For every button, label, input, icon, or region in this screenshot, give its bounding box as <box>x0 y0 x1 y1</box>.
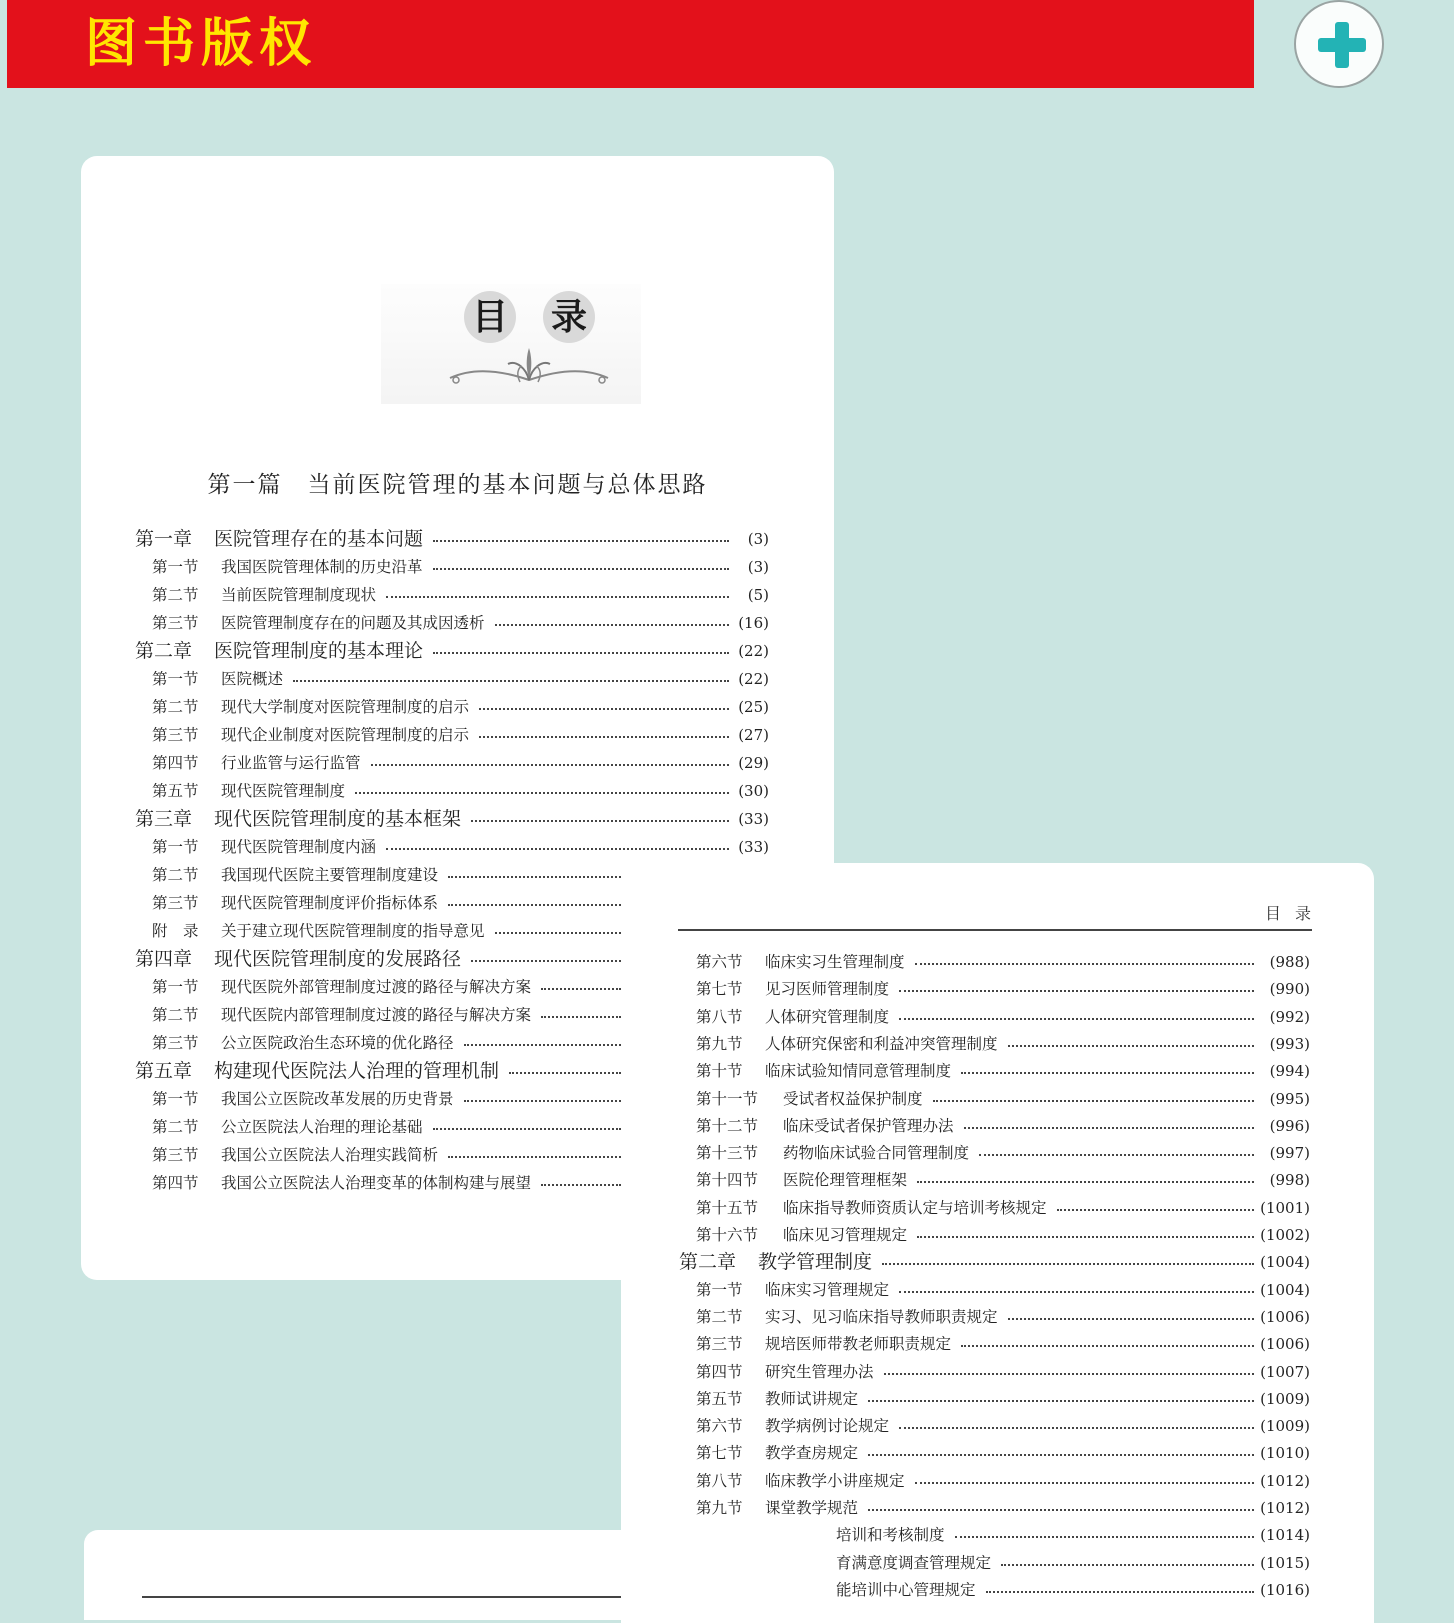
head-rule <box>678 929 1312 931</box>
toc-row-page: (988) <box>1269 953 1310 971</box>
toc-row-title: 临床受试者保护管理办法 <box>783 1116 954 1135</box>
toc-row-title: 临床实习管理规定 <box>765 1280 890 1299</box>
toc-row-title: 医院概述 <box>221 670 284 688</box>
toc-section-row <box>696 1522 1310 1548</box>
leader-dots <box>495 624 729 626</box>
toc-chapter-row <box>679 1249 1310 1275</box>
toc-section-row <box>696 1550 1310 1576</box>
toc-row-label: 第五节 <box>696 1389 743 1408</box>
ornament-icon <box>446 342 612 392</box>
toc-section-row <box>696 1277 1310 1303</box>
leader-dots <box>479 736 729 738</box>
toc-row-title: 现代医院管理制度 <box>221 782 346 800</box>
toc-heading-char: 目 <box>464 291 516 343</box>
leader-dots <box>899 1427 1254 1429</box>
toc-row-label: 第三节 <box>152 1146 199 1164</box>
toc-row-label: 第十四节 <box>696 1171 759 1190</box>
toc-row-page: (5) <box>747 586 769 604</box>
leader-dots <box>961 1345 1254 1347</box>
toc-row-title: 临床试验知情同意管理制度 <box>765 1062 952 1081</box>
leader-dots <box>433 540 729 542</box>
leader-dots <box>979 1154 1254 1156</box>
toc-row-page: (994) <box>1269 1062 1310 1081</box>
toc-row-label: 第二节 <box>152 1006 199 1024</box>
toc-row-page: (998) <box>1269 1171 1310 1190</box>
leader-dots <box>355 792 729 794</box>
leader-dots <box>933 1100 1254 1102</box>
toc-row-title: 现代医院管理制度的基本框架 <box>214 808 462 830</box>
toc-row-page: (1009) <box>1260 1417 1310 1436</box>
toc-row-label: 第四节 <box>152 1174 199 1192</box>
toc-row-title: 能培训中心管理规定 <box>836 1580 976 1599</box>
toc-section-row <box>696 1304 1310 1330</box>
toc-row-label: 第二节 <box>152 1118 199 1136</box>
toc-row-label: 第十五节 <box>696 1198 759 1217</box>
toc-row-label: 第三章 <box>135 808 193 830</box>
leader-dots <box>917 1181 1254 1183</box>
toc-row-page: (33) <box>738 838 769 856</box>
banner-title: 图书版权 <box>85 14 318 74</box>
toc-row-title: 医院管理存在的基本问题 <box>214 528 424 550</box>
toc-row-page: (1002) <box>1260 1226 1310 1244</box>
toc-page-2 <box>621 863 1374 1623</box>
toc-row-title: 课堂教学规范 <box>765 1499 859 1517</box>
toc-chapter-row <box>135 638 769 664</box>
toc-row-label: 第十节 <box>696 1062 743 1081</box>
toc-row-label: 第一节 <box>152 1090 199 1108</box>
leader-dots <box>986 1591 1254 1593</box>
toc-row-label: 第二节 <box>152 586 199 604</box>
toc-row-title: 公立医院法人治理的理论基础 <box>221 1118 423 1136</box>
toc-row-title: 我国现代医院主要管理制度建设 <box>221 866 439 884</box>
running-head: 目录 <box>1265 904 1326 923</box>
toc-row-title: 公立医院政治生态环境的优化路径 <box>221 1034 454 1052</box>
toc-section-row <box>696 1468 1310 1494</box>
leader-dots <box>495 932 621 934</box>
toc-row-page: (993) <box>1269 1034 1310 1053</box>
toc-row-label: 第七节 <box>696 980 743 999</box>
toc-row-label: 第九节 <box>696 1034 743 1053</box>
toc-row-page: (1006) <box>1260 1335 1310 1354</box>
leader-dots <box>1008 1318 1254 1320</box>
toc-row-title: 教学管理制度 <box>758 1251 873 1274</box>
toc-section-row <box>696 1113 1310 1139</box>
toc-section-row <box>696 949 1310 975</box>
leader-dots <box>868 1400 1254 1402</box>
toc-row-label: 第十六节 <box>696 1226 759 1244</box>
toc-row-title: 医院管理制度存在的问题及其成因透析 <box>221 614 485 632</box>
toc-row-label: 第四节 <box>152 754 199 772</box>
leader-dots <box>884 1373 1254 1375</box>
toc-row-page: (16) <box>738 614 769 632</box>
toc-section-row <box>696 1004 1310 1030</box>
toc-section-row <box>696 1195 1310 1221</box>
toc-row-label: 第八节 <box>696 1007 743 1026</box>
toc-heading-char: 录 <box>543 291 595 343</box>
toc-row-title: 受试者权益保护制度 <box>783 1089 923 1108</box>
toc-row-page: (1015) <box>1260 1553 1310 1572</box>
toc-section-row <box>152 582 769 608</box>
toc-row-page: (30) <box>738 782 769 800</box>
leader-dots <box>479 708 729 710</box>
leader-dots <box>448 876 621 878</box>
toc-section-row <box>696 1359 1310 1385</box>
leader-dots <box>868 1454 1254 1456</box>
toc-row-page: (25) <box>738 698 769 716</box>
leader-dots <box>433 1128 621 1130</box>
leader-dots <box>386 848 729 850</box>
toc-row-page: (22) <box>738 642 769 660</box>
leader-dots <box>541 988 621 990</box>
toc-row-label: 第一节 <box>152 838 199 856</box>
toc-row-label: 第九节 <box>696 1499 743 1517</box>
leader-dots <box>882 1263 1254 1265</box>
toc-row-title: 教学查房规定 <box>765 1444 859 1463</box>
leader-dots <box>471 960 621 962</box>
top-banner <box>7 0 1254 88</box>
toc-row-page: (1004) <box>1260 1253 1310 1272</box>
toc-row-title: 现代医院管理制度的发展路径 <box>214 948 462 970</box>
toc-row-title: 我国公立医院法人治理变革的体制构建与展望 <box>221 1174 532 1192</box>
toc-chapter-row <box>135 806 769 832</box>
leader-dots <box>448 1156 621 1158</box>
toc-row-title: 现代医院内部管理制度过渡的路径与解决方案 <box>221 1006 532 1024</box>
part-title: 第一篇 当前医院管理的基本问题与总体思路 <box>207 472 708 498</box>
toc-row-page: (1016) <box>1260 1580 1310 1599</box>
toc-section-row <box>696 1577 1310 1603</box>
leader-dots <box>448 904 621 906</box>
toc-row-title: 我国医院管理体制的历史沿革 <box>221 558 423 576</box>
toc-row-page: (1007) <box>1260 1362 1310 1381</box>
leader-dots <box>541 1016 621 1018</box>
toc-row-label: 第七节 <box>696 1444 743 1463</box>
leader-dots <box>899 1018 1254 1020</box>
toc-section-row <box>696 1386 1310 1412</box>
leader-dots <box>541 1184 621 1186</box>
toc-section-row <box>152 610 769 636</box>
leader-dots <box>915 1482 1254 1484</box>
toc-section-row <box>152 750 769 776</box>
toc-section-row <box>696 1058 1310 1084</box>
toc-row-title: 当前医院管理制度现状 <box>221 586 377 604</box>
toc-row-label: 第三节 <box>152 614 199 632</box>
toc-row-title: 行业监管与运行监管 <box>221 754 361 772</box>
toc-row-label: 第一节 <box>696 1280 743 1299</box>
leader-dots <box>433 652 729 654</box>
toc-row-title: 规培医师带教老师职责规定 <box>765 1335 952 1354</box>
toc-row-label: 第三节 <box>152 1034 199 1052</box>
toc-row-label: 第四节 <box>696 1362 743 1381</box>
toc-row-page: (996) <box>1269 1116 1310 1135</box>
toc-row-title: 育满意度调查管理规定 <box>836 1553 992 1572</box>
toc-row-label: 第一节 <box>152 558 199 576</box>
toc-row-label: 第二章 <box>135 640 193 662</box>
toc-section-row <box>152 554 769 580</box>
toc-row-label: 第二节 <box>152 698 199 716</box>
toc-row-label: 第二节 <box>696 1307 743 1326</box>
toc-row-title: 人体研究保密和利益冲突管理制度 <box>765 1034 998 1053</box>
toc-section-row <box>152 666 769 692</box>
toc-row-title: 实习、见习临床指导教师职责规定 <box>765 1307 998 1326</box>
toc-section-row <box>152 722 769 748</box>
toc-row-page: (1012) <box>1260 1471 1310 1490</box>
toc-section-row <box>696 1140 1310 1166</box>
leader-dots <box>868 1509 1254 1511</box>
toc-row-label: 附 录 <box>152 922 199 940</box>
leader-dots <box>899 1291 1254 1293</box>
toc-row-label: 第一节 <box>152 670 199 688</box>
leader-dots <box>464 1044 621 1046</box>
toc-chapter-row <box>135 526 769 552</box>
toc-row-title: 药物临床试验合同管理制度 <box>783 1144 970 1163</box>
leader-dots <box>915 963 1254 965</box>
toc-row-title: 构建现代医院法人治理的管理机制 <box>214 1060 500 1082</box>
toc-row-title: 我国公立医院改革发展的历史背景 <box>221 1090 454 1108</box>
toc-heading <box>381 284 641 404</box>
toc-row-page: (1001) <box>1260 1198 1310 1217</box>
toc-row-label: 第五节 <box>152 782 199 800</box>
toc-section-row <box>152 834 769 860</box>
toc-row-title: 临床教学小讲座规定 <box>765 1471 905 1490</box>
toc-row-page: (3) <box>747 530 769 548</box>
toc-row-label: 第八节 <box>696 1471 743 1490</box>
toc-row-page: (1004) <box>1260 1280 1310 1299</box>
toc-row-page: (1006) <box>1260 1307 1310 1326</box>
toc-row-page: (997) <box>1269 1144 1310 1163</box>
toc-row-page: (22) <box>738 670 769 688</box>
leader-dots <box>293 680 729 682</box>
toc-section-row <box>696 1331 1310 1357</box>
toc-section-row <box>696 1495 1310 1521</box>
toc-row-label: 第四章 <box>135 948 193 970</box>
toc-row-page: (29) <box>738 754 769 772</box>
toc-row-label: 第二章 <box>679 1251 737 1274</box>
leader-dots <box>1057 1209 1254 1211</box>
leader-dots <box>955 1536 1254 1538</box>
leader-dots <box>386 596 729 598</box>
leader-dots <box>961 1072 1254 1074</box>
toc-row-label: 第二节 <box>152 866 199 884</box>
leader-dots <box>917 1236 1254 1238</box>
toc-row-label: 第十三节 <box>696 1144 759 1163</box>
toc-section-row <box>152 778 769 804</box>
toc-row-page: (3) <box>747 558 769 576</box>
toc-row-page: (1014) <box>1260 1526 1310 1545</box>
toc-row-title: 教学病例讨论规定 <box>765 1417 890 1436</box>
leader-dots <box>964 1127 1254 1129</box>
toc-section-row <box>696 1031 1310 1057</box>
toc-row-title: 医院伦理管理框架 <box>783 1171 908 1190</box>
toc-row-title: 现代医院外部管理制度过渡的路径与解决方案 <box>221 978 532 996</box>
leader-dots <box>471 820 729 822</box>
toc-row-label: 第六节 <box>696 1417 743 1436</box>
toc-row-label: 第一章 <box>135 528 193 550</box>
toc-row-label: 第三节 <box>152 894 199 912</box>
toc-row-label: 第十二节 <box>696 1116 759 1135</box>
toc-row-label: 第五章 <box>135 1060 193 1082</box>
toc-row-title: 关于建立现代医院管理制度的指导意见 <box>221 922 485 940</box>
toc-row-page: (1012) <box>1260 1499 1310 1517</box>
toc-row-title: 人体研究管理制度 <box>765 1007 890 1026</box>
toc-row-page: (995) <box>1269 1089 1310 1108</box>
toc-row-title: 临床实习生管理制度 <box>765 953 905 971</box>
toc-row-page: (33) <box>738 810 769 828</box>
leader-dots <box>371 764 729 766</box>
leader-dots <box>1001 1564 1254 1566</box>
toc-section-row <box>152 694 769 720</box>
toc-row-title: 教师试讲规定 <box>765 1389 859 1408</box>
toc-section-row <box>696 1167 1310 1193</box>
toc-row-title: 现代医院管理制度内涵 <box>221 838 377 856</box>
toc-row-label: 第一节 <box>152 978 199 996</box>
toc-row-title: 现代企业制度对医院管理制度的启示 <box>221 726 470 744</box>
toc-row-title: 现代大学制度对医院管理制度的启示 <box>221 698 470 716</box>
toc-row-title: 培训和考核制度 <box>836 1526 945 1545</box>
leader-dots <box>1008 1045 1254 1047</box>
toc-section-row <box>696 1086 1310 1112</box>
toc-row-title: 见习医师管理制度 <box>765 980 890 999</box>
toc-section-row <box>696 1440 1310 1466</box>
toc-row-page: (27) <box>738 726 769 744</box>
toc-row-label: 第六节 <box>696 953 743 971</box>
toc-row-page: (1010) <box>1260 1444 1310 1463</box>
leader-dots <box>464 1100 621 1102</box>
medical-plus-icon <box>1294 0 1384 88</box>
toc-row-page: (990) <box>1269 980 1310 999</box>
leader-dots <box>899 990 1254 992</box>
toc-row-title: 研究生管理办法 <box>765 1362 874 1381</box>
toc-row-title: 我国公立医院法人治理实践简析 <box>221 1146 439 1164</box>
toc-row-label: 第三节 <box>152 726 199 744</box>
toc-section-row <box>696 1222 1310 1248</box>
toc-section-row <box>696 976 1310 1002</box>
toc-section-row <box>696 1413 1310 1439</box>
toc-row-title: 临床指导教师资质认定与培训考核规定 <box>783 1198 1047 1217</box>
toc-row-page: (992) <box>1269 1007 1310 1026</box>
toc-row-title: 医院管理制度的基本理论 <box>214 640 424 662</box>
toc-row-label: 第十一节 <box>696 1089 759 1108</box>
toc-row-title: 临床见习管理规定 <box>783 1226 908 1244</box>
toc-row-page: (1009) <box>1260 1389 1310 1408</box>
leader-dots <box>433 568 729 570</box>
toc-row-title: 现代医院管理制度评价指标体系 <box>221 894 439 912</box>
toc-row-label: 第三节 <box>696 1335 743 1354</box>
leader-dots <box>509 1072 621 1074</box>
